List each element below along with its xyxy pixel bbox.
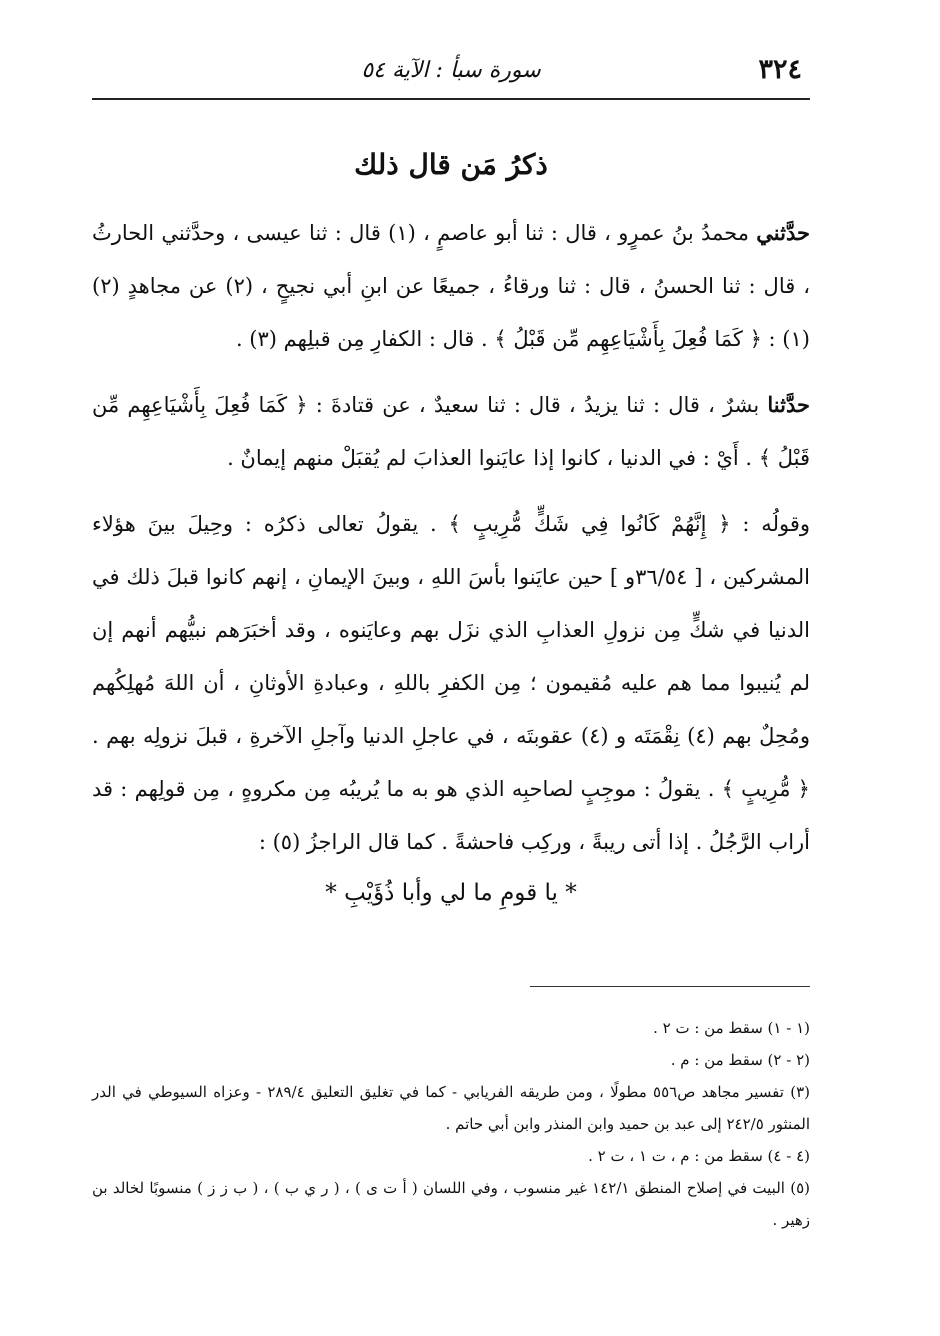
paragraph-text: وقولُه : ﴿ إِنَّهُمْ كَانُوا فِي شَكٍّ مُّرِيبٍ ﴾ . يقولُ تعالى ذكرُه : وحِيلَ بينَ هؤلاء المشركين ، [ ٣٦/٥٤و ] حين عايَنوا بأسَ اللهِ ، وبينَ الإيمانِ ، إنهم كانوا قبلَ ذلك في الدنيا في شكٍّ مِن نزولِ العذابِ الذي نزَل بهم وعايَنوه ، وقد أخبَرَهم نبيُّهم أنهم إن لم يُنيبوا مما هم عليه مُقيمون ؛ مِن الكفرِ باللهِ ، وعبادةِ الأوثانِ ، أن اللهَ مُهلِكُهم ومُحِلٌ بهم (٤) نِقْمَتَه و (٤) عقوبتَه ، في عاجلِ الدنيا وآجلِ الآخرةِ ، قبلَ نزولِه بهم . ﴿ مُّرِيبٍ ﴾ . يقولُ : موجِبٍ لصاحبِه الذي هو به ما يُريبُه مِن مكروهٍ ، مِن قولِهم : قد أراب الرَّجُلُ . إذا أتى ريبةً ، وركِب فاحشةً . كما قال الراجزُ (٥) : bbox=[92, 512, 810, 854]
footnotes bbox=[92, 1012, 810, 1236]
footnote-item: (١ - ١) سقط من : ت ٢ . bbox=[653, 1019, 810, 1037]
footnote-item: (٤ - ٤) سقط من : م ، ت ١ ، ت ٢ . bbox=[588, 1147, 810, 1165]
footnote-item: (٥) البيت في إصلاح المنطق ١٤٢/١ غير منسوب ، وفي اللسان ( أ ت ى ) ، ( ر ي ب ) ، ( ب ز ز ) منسوبًا لخالد بن زهير . bbox=[92, 1179, 810, 1229]
paragraph-2 bbox=[92, 378, 810, 485]
main-text bbox=[92, 206, 810, 881]
running-title: سورة سبأ : الآية ٥٤ bbox=[361, 58, 541, 83]
paragraph-lead: حدَّثني bbox=[756, 220, 810, 245]
paragraph-text: بشرٌ ، قال : ثنا يزيدُ ، قال : ثنا سعيدٌ ، عن قتادةَ : ﴿ كَمَا فُعِلَ بِأَشْيَاعِهِم مِّن قَبْلُ ﴾ . أَيْ : في الدنيا ، كانوا إذا عايَنوا العذابَ لم يُقبَلْ منهم إيمانٌ . bbox=[92, 393, 810, 470]
page-number: ٣٢٤ bbox=[758, 54, 802, 85]
section-heading: ذكرُ مَن قال ذلك bbox=[354, 148, 548, 181]
page-header bbox=[92, 54, 810, 98]
poetry-verse: * يا قومِ ما لي وأبا ذُؤَيْبِ * bbox=[325, 880, 577, 906]
header-rule bbox=[92, 98, 810, 100]
paragraph-text: محمدُ بنُ عمرٍو ، قال : ثنا أبو عاصمٍ ، (١) قال : ثنا عيسى ، وحدَّثني الحارثُ ، قال : ثنا الحسنُ ، قال : ثنا ورقاءُ ، جميعًا عن ابنِ أبي نجيحٍ ، (٢) عن مجاهدٍ (٢)(١) : ﴿ كَمَا فُعِلَ بِأَشْيَاعِهِم مِّن قَبْلُ ﴾ . قال : الكفارِ مِن قبلِهم (٣) . bbox=[92, 221, 810, 351]
paragraph-lead: حدَّثنا bbox=[767, 392, 810, 417]
paragraph-3 bbox=[92, 497, 810, 869]
footnote-item: (٣) تفسير مجاهد ص٥٥٦ مطولًا ، ومن طريقه الفريابي - كما في تغليق التعليق ٢٨٩/٤ - وعزاه السيوطي في الدر المنثور ٢٤٢/٥ إلى عبد بن حميد وابن المنذر وابن أبي حاتم . bbox=[92, 1083, 810, 1133]
footnote-rule bbox=[530, 986, 810, 987]
footnote-item: (٢ - ٢) سقط من : م . bbox=[670, 1051, 810, 1069]
paragraph-1 bbox=[92, 206, 810, 366]
